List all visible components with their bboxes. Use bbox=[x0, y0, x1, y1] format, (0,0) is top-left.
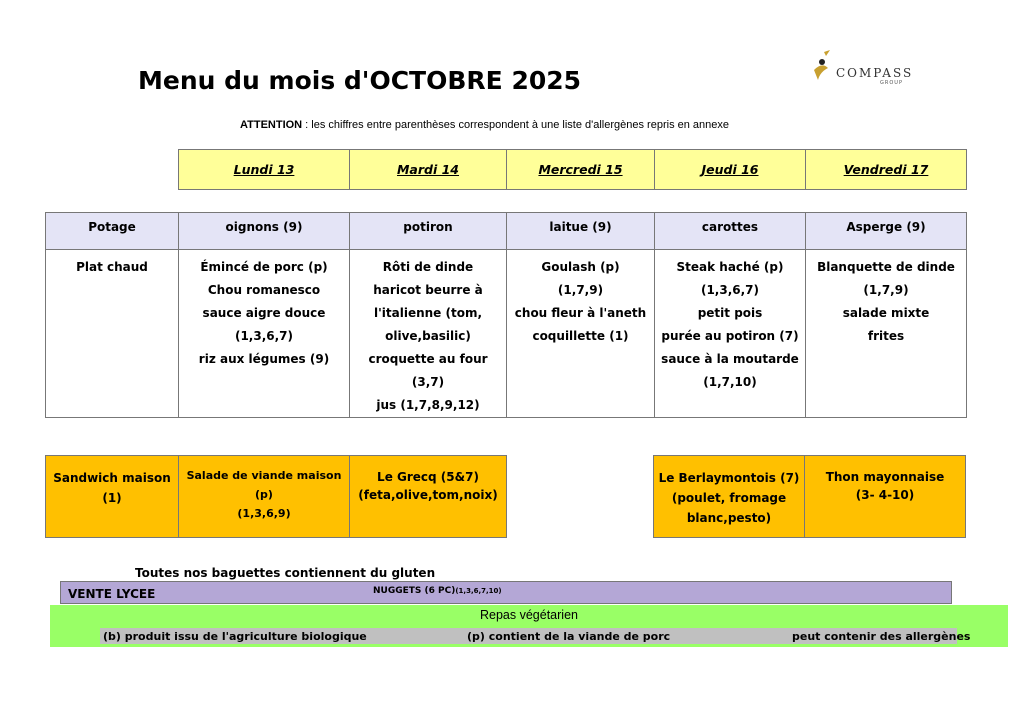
potage-monday: oignons (9) bbox=[179, 213, 350, 250]
sandwich-line: (1,3,6,9) bbox=[237, 507, 291, 520]
day-wednesday: Mercredi 15 bbox=[507, 150, 655, 190]
dish-line: Rôti de dinde bbox=[382, 260, 474, 274]
potage-tuesday: potiron bbox=[350, 213, 507, 250]
potage-wednesday: laitue (9) bbox=[507, 213, 655, 250]
sandwich-line: (feta,olive,tom,noix) bbox=[358, 488, 498, 502]
day-tuesday: Mardi 14 bbox=[350, 150, 507, 190]
logo-sub: GROUP bbox=[880, 80, 903, 86]
dish-line: chou fleur à l'aneth bbox=[514, 306, 647, 320]
dish-line: olive,basilic) bbox=[385, 329, 471, 343]
dish-line: (1,3,6,7) bbox=[234, 329, 294, 343]
menu-table bbox=[45, 212, 967, 418]
dish-line: salade mixte bbox=[842, 306, 930, 320]
dish-line: (1,3,6,7) bbox=[700, 283, 760, 297]
dish-line: croquette au four bbox=[368, 352, 488, 366]
plat-friday bbox=[806, 250, 967, 418]
sandwich-line: Le Grecq (5&7) bbox=[377, 470, 479, 484]
plat-wednesday bbox=[507, 250, 655, 418]
salade-viande bbox=[179, 456, 350, 538]
dish-line: (1,7,9) bbox=[863, 283, 909, 297]
vente-item-name: NUGGETS (6 PC) bbox=[373, 586, 456, 596]
vente-item-allergens: (1,3,6,7,10) bbox=[455, 587, 502, 595]
dish-line: coquillette (1) bbox=[532, 329, 629, 343]
attention-label: ATTENTION bbox=[240, 119, 303, 131]
plat-label: Plat chaud bbox=[46, 250, 179, 418]
dish-line: frites bbox=[867, 329, 905, 343]
dish-line: Goulash (p) bbox=[541, 260, 620, 274]
sandwich-line: (3- 4-10) bbox=[855, 488, 915, 502]
dish-line: (1,7,9) bbox=[557, 283, 604, 297]
sandwich-line: Sandwich maison bbox=[53, 471, 171, 485]
logo-name: COMPASS bbox=[836, 66, 914, 80]
le-grecq bbox=[350, 456, 507, 538]
le-berlaymontois bbox=[654, 456, 805, 538]
dish-line: Chou romanesco bbox=[207, 283, 321, 297]
sandwich-table-left bbox=[45, 455, 507, 538]
dish-line: l'italienne (tom, bbox=[373, 306, 483, 320]
dish-line: Émincé de porc (p) bbox=[200, 260, 328, 274]
sandwich-line: Salade de viande maison bbox=[186, 469, 342, 482]
dish-line: Blanquette de dinde bbox=[817, 260, 955, 274]
dish-line: petit pois bbox=[697, 306, 763, 320]
plat-tuesday bbox=[350, 250, 507, 418]
dish-line: haricot beurre à bbox=[373, 283, 483, 297]
dish-line: (1,7,10) bbox=[703, 375, 757, 389]
dish-line: jus (1,7,8,9,12) bbox=[376, 398, 480, 412]
attention-text: : les chiffres entre parenthèses correspondent à une liste d'allergènes repris en annexe bbox=[302, 119, 730, 131]
potage-friday: Asperge (9) bbox=[806, 213, 967, 250]
legend-porc: (p) contient de la viande de porc bbox=[467, 630, 671, 643]
plat-thursday bbox=[655, 250, 806, 418]
thon-mayonnaise bbox=[805, 456, 966, 538]
potage-label: Potage bbox=[46, 213, 179, 250]
day-monday: Lundi 13 bbox=[179, 150, 350, 190]
gluten-note: Toutes nos baguettes contiennent du gluten bbox=[135, 566, 436, 580]
sandwich-maison bbox=[46, 456, 179, 538]
vente-item bbox=[373, 586, 502, 596]
day-thursday: Jeudi 16 bbox=[655, 150, 806, 190]
dish-line: sauce aigre douce bbox=[202, 306, 326, 320]
dish-line: (3,7) bbox=[411, 375, 445, 389]
dish-line: riz aux légumes (9) bbox=[198, 352, 330, 366]
plat-monday bbox=[179, 250, 350, 418]
dish-line: sauce à la moutarde bbox=[661, 352, 799, 366]
dish-line: purée au potiron (7) bbox=[661, 329, 799, 343]
sandwich-table-right bbox=[653, 455, 966, 538]
sandwich-line: (1) bbox=[102, 491, 122, 505]
vente-label: VENTE LYCEE bbox=[68, 587, 156, 601]
dish-line: Steak haché (p) bbox=[676, 260, 784, 274]
days-header bbox=[178, 149, 967, 190]
sandwich-line: Le Berlaymontois (7) bbox=[658, 471, 800, 485]
legend-bio: (b) produit issu de l'agriculture biologique bbox=[103, 630, 367, 643]
page-title: Menu du mois d'OCTOBRE 2025 bbox=[138, 66, 582, 95]
sandwich-line: blanc,pesto) bbox=[686, 511, 772, 525]
sandwich-line: Thon mayonnaise bbox=[825, 470, 945, 484]
sandwich-line: (p) bbox=[255, 488, 273, 501]
legend-title: Repas végétarien bbox=[480, 608, 578, 622]
attention-note bbox=[240, 119, 729, 131]
vente-lycee-bar bbox=[60, 581, 952, 604]
sandwich-line: (poulet, fromage bbox=[671, 491, 787, 505]
legend-allergenes: peut contenir des allergènes bbox=[792, 630, 971, 643]
potage-thursday: carottes bbox=[655, 213, 806, 250]
day-friday: Vendredi 17 bbox=[806, 150, 967, 190]
